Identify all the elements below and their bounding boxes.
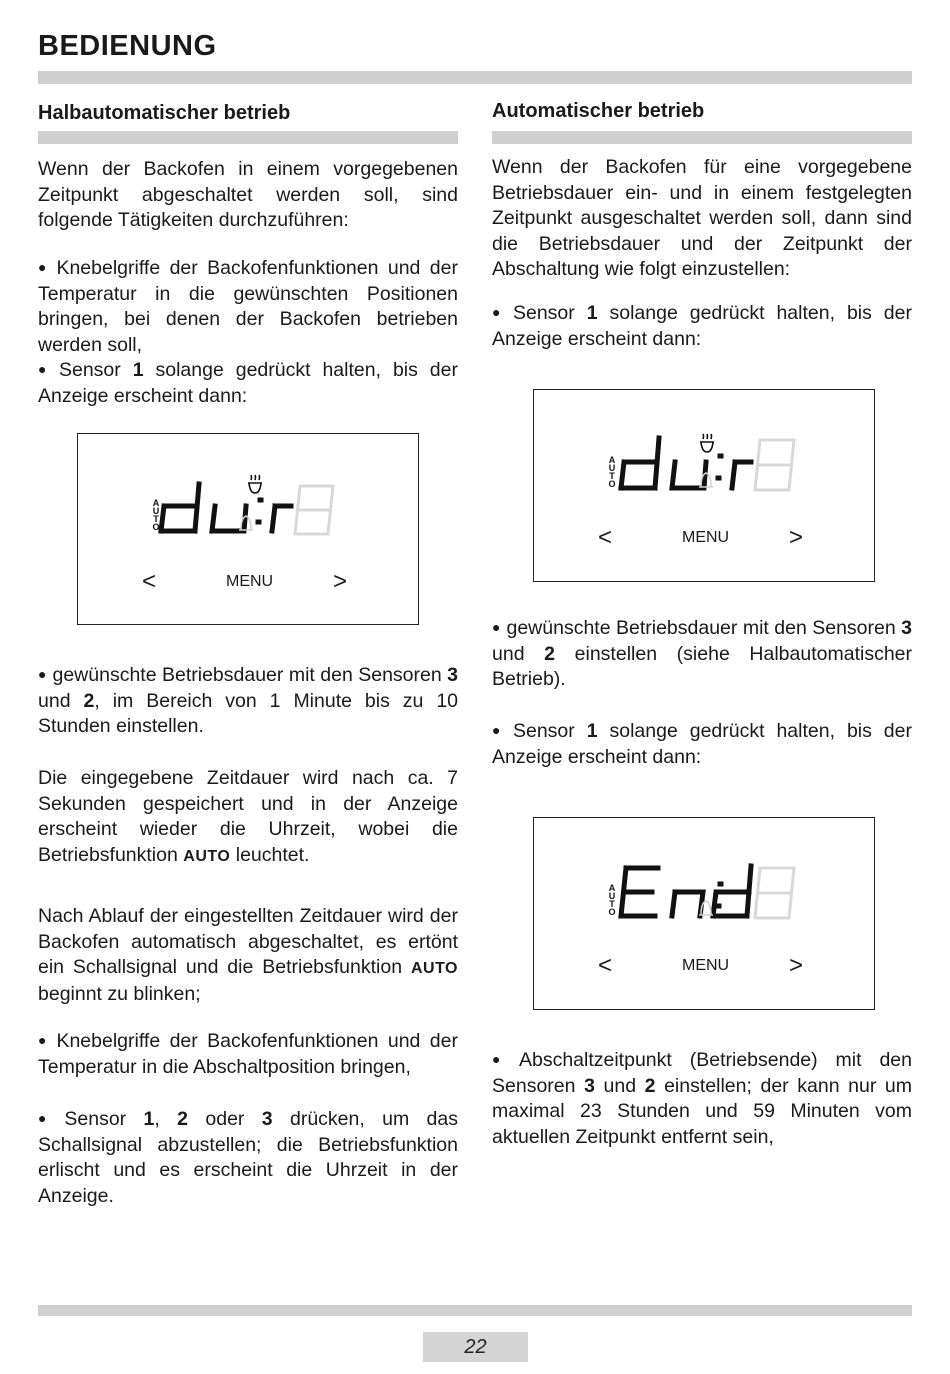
page-title: BEDIENUNG [38,30,217,62]
svg-text:O: O [608,479,616,489]
left-intro: Wenn der Backofen in einem vorgegebenen Zeitpunkt abgeschaltet werden soll, sind folgende Tätigkeiten durchzuführen: [38,158,458,231]
display-graphic [534,377,874,581]
svg-text:T: T [153,514,159,524]
segment-label: dur [534,377,558,394]
bullet-icon: ● [492,304,507,320]
menu-label[interactable]: MENU [226,573,274,590]
svg-text:A: A [608,883,616,893]
right-bullet-4: ● Abschaltzeitpunkt (Betriebsende) mit den Sensoren 3 und 2 einstellen; der kann nur um maximal 23 Stunden und 59 Minuten vom aktuellen Zeitpunkt entfernt sein, [492,1049,912,1148]
svg-text:U: U [608,463,616,473]
svg-text:U: U [152,506,160,516]
bullet-icon: ● [38,666,47,682]
display-graphic [534,805,874,1009]
chevron-left-icon[interactable]: < [598,952,613,979]
pot-icon [700,434,714,452]
bullet-icon: ● [492,722,507,738]
display-panel-dur-auto [533,377,875,582]
svg-text:O: O [152,522,160,532]
display-panel-end [533,805,875,1010]
left-bullet-3: ● gewünschte Betriebsdauer mit den Sensoren 3 und 2, im Bereich von 1 Minute bis zu 10 Stunden einstellen. [38,664,459,737]
segment-label: dur [78,421,102,438]
svg-text:A: A [608,455,616,465]
menu-label[interactable]: MENU [682,957,730,974]
right-heading: Automatischer betrieb [492,100,705,122]
segment-text-end [621,866,751,916]
segment-text-dur [161,484,291,531]
svg-text:O: O [608,907,616,917]
right-bullet-2: ● gewünschte Betriebsdauer mit den Sensoren 3 und 2 einstellen (siehe Halbautomatischer Betrieb). [492,617,912,690]
segment-text-dur [621,438,751,488]
right-intro: Wenn der Backofen für eine vorgegebene Betriebsdauer ein- und in einem festgelegten Zeitpunkt ausgeschaltet werden soll, dann sind die Betriebsdauer und der Zeitpunkt der Abschaltung wie folgt einzustellen: [492,156,912,280]
bullet-icon: ● [38,259,51,275]
chevron-left-icon[interactable]: < [142,568,157,595]
left-heading: Halbautomatischer betrieb [38,102,291,124]
left-bullet-2: ● Sensor 1 solange gedrückt halten, bis der Anzeige erscheint dann: [38,359,458,407]
chevron-right-icon[interactable]: > [789,524,804,551]
right-bullet-1: ● Sensor 1 solange gedrückt halten, bis der Anzeige erscheint dann: [492,302,912,350]
footer-divider [38,1305,912,1316]
svg-text:T: T [609,471,615,481]
bullet-icon: ● [38,1032,51,1048]
left-heading-divider [38,131,458,144]
bullet-icon: ● [492,619,501,635]
header-divider [38,71,912,84]
chevron-right-icon[interactable]: > [333,568,348,595]
bullet-icon: ● [492,1051,513,1067]
right-bullet-3: ● Sensor 1 solange gedrückt halten, bis der Anzeige erscheint dann: [492,720,912,768]
bullet-icon: ● [38,1110,59,1126]
pot-icon [248,475,262,493]
menu-label[interactable]: MENU [682,529,730,546]
auto-letter: A [152,498,160,508]
svg-text:T: T [609,899,615,909]
display-panel-dur [77,421,419,625]
page-number: 22 [423,1332,528,1362]
segment-label: End [534,805,563,822]
left-bullet-1: ● Knebelgriffe der Backofenfunktionen und der Temperatur in die gewünschten Positionen bringen, bei denen der Backofen betrieben werden soll, [38,257,458,356]
right-heading-divider [492,131,912,144]
bullet-icon: ● [38,361,53,377]
chevron-right-icon[interactable]: > [789,952,804,979]
display-graphic [78,421,418,624]
left-bullet-4: ● Knebelgriffe der Backofenfunktionen und der Temperatur in die Abschaltposition bringen, [38,1030,458,1078]
left-bullet-5: ● Sensor 1, 2 oder 3 drücken, um das Schallsignal abzustellen; die Betriebsfunktion erlischt und es erscheint die Uhrzeit in der Anzeige. [38,1108,458,1207]
svg-text:U: U [608,891,616,901]
chevron-left-icon[interactable]: < [598,524,613,551]
left-para-2: Die eingegebene Zeitdauer wird nach ca. 7 Sekunden gespeichert und in der Anzeige erscheint wieder die Uhrzeit, wobei die Betriebsfunktion AUTO leuchtet. [38,767,458,866]
left-para-3: Nach Ablauf der eingestellten Zeitdauer wird der Backofen automatisch abgeschaltet, es ertönt ein Schallsignal und die Betriebsfunktion AUTO beginnt zu blinken; [38,905,458,1005]
